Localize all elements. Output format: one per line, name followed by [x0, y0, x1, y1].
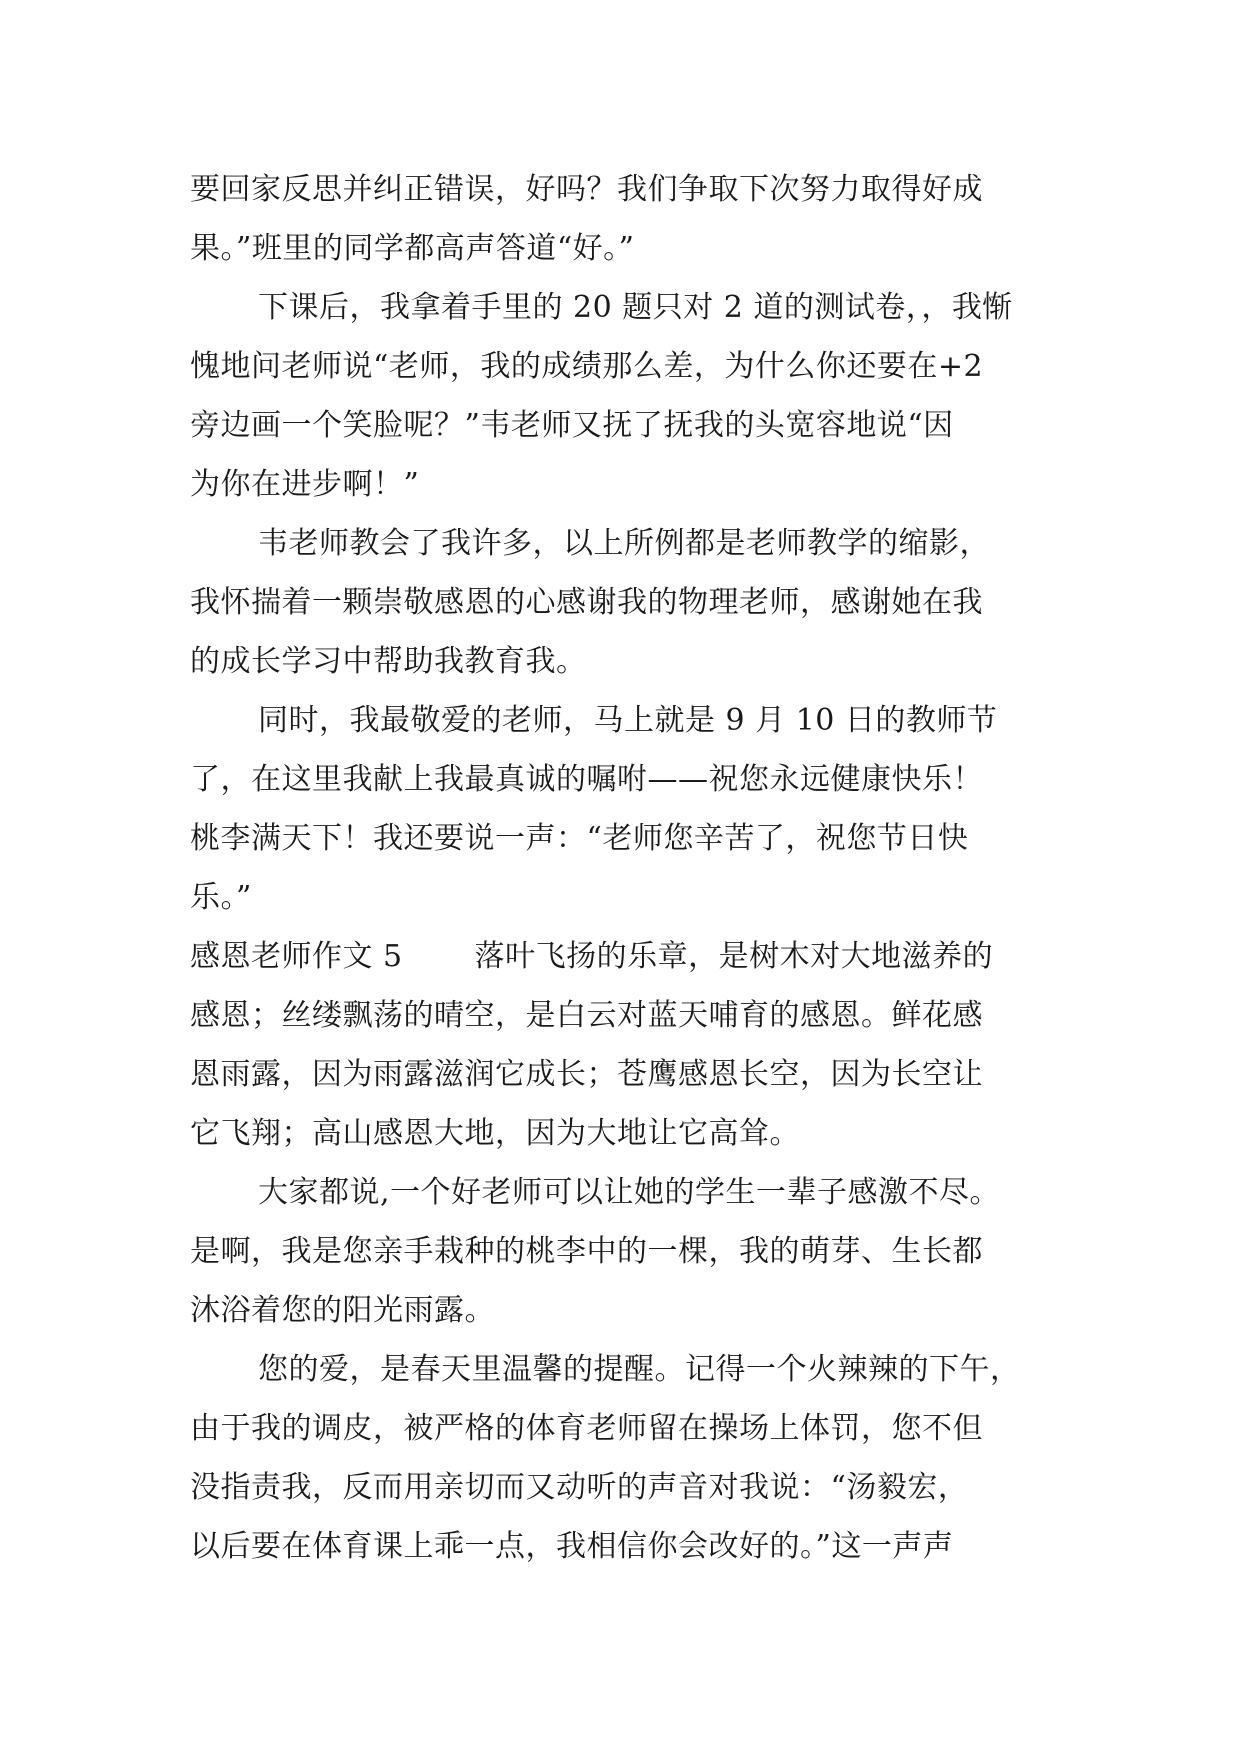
text-line: 要回家反思并纠正错误，好吗？我们争取下次努力取得好成 [190, 172, 983, 207]
document-body [190, 160, 1060, 1576]
paragraph-1 [190, 160, 1060, 278]
text-line: 韦老师教会了我许多，以上所例都是老师教学的缩影， [258, 526, 990, 561]
paragraph-2 [190, 278, 1060, 514]
text-line: 沐浴着您的阳光雨露。 [190, 1293, 495, 1328]
text-line: 是啊，我是您亲手栽种的桃李中的一棵，我的萌芽、生长都 [190, 1234, 983, 1269]
text-line: 恩雨露，因为雨露滋润它成长；苍鹰感恩长空，因为长空让 [190, 1057, 983, 1092]
text-line: 大家都说,一个好老师可以让她的学生一辈子感激不尽。 [258, 1175, 1001, 1210]
essay-intro [190, 927, 1060, 1163]
text-line: 愧地问老师说“老师，我的成绩那么差，为什么你还要在+2 [190, 349, 984, 384]
text-line: 的成长学习中帮助我教育我。 [190, 644, 587, 679]
text-line: 由于我的调皮，被严格的体育老师留在操场上体罚，您不但 [190, 1411, 983, 1446]
text-line: 感恩；丝缕飘荡的晴空，是白云对蓝天哺育的感恩。鲜花感 [190, 998, 983, 1033]
text-line: 它飞翔；高山感恩大地，因为大地让它高耸。 [190, 1116, 800, 1151]
essay-title: 感恩老师作文 5 [190, 939, 403, 974]
text-line: 旁边画一个笑脸呢？”韦老师又抚了抚我的头宽容地说“因 [190, 408, 954, 443]
text-line: 果。”班里的同学都高声答道“好。” [190, 231, 635, 266]
paragraph-5 [190, 1163, 1060, 1340]
paragraph-6 [190, 1340, 1060, 1576]
text-line: 您的爱，是春天里温馨的提醒。记得一个火辣辣的下午， [258, 1352, 1021, 1387]
text-line: 下课后，我拿着手里的 20 题只对 2 道的测试卷，，我惭 [258, 290, 1013, 325]
text-line: 桃李满天下！我还要说一声：“老师您辛苦了，祝您节日快 [190, 821, 969, 856]
text-line: 乐。” [190, 880, 252, 915]
essay-heading-line [190, 927, 1060, 986]
text-line: 我怀揣着一颗崇敬感恩的心感谢我的物理老师，感谢她在我 [190, 585, 983, 620]
text-line: 没指责我，反而用亲切而又动听的声音对我说：“汤毅宏， [190, 1470, 969, 1505]
essay-first-line: 落叶飞扬的乐章，是树木对大地滋养的 [474, 939, 994, 974]
paragraph-3 [190, 514, 1060, 691]
text-line: 了，在这里我献上我最真诚的嘱咐——祝您永远健康快乐！ [190, 762, 983, 797]
text-line: 为你在进步啊！” [190, 467, 420, 502]
paragraph-4 [190, 691, 1060, 927]
text-line: 以后要在体育课上乖一点，我相信你会改好的。”这一声声 [190, 1529, 954, 1564]
text-line: 同时，我最敬爱的老师，马上就是 9 月 10 日的教师节 [258, 703, 998, 738]
